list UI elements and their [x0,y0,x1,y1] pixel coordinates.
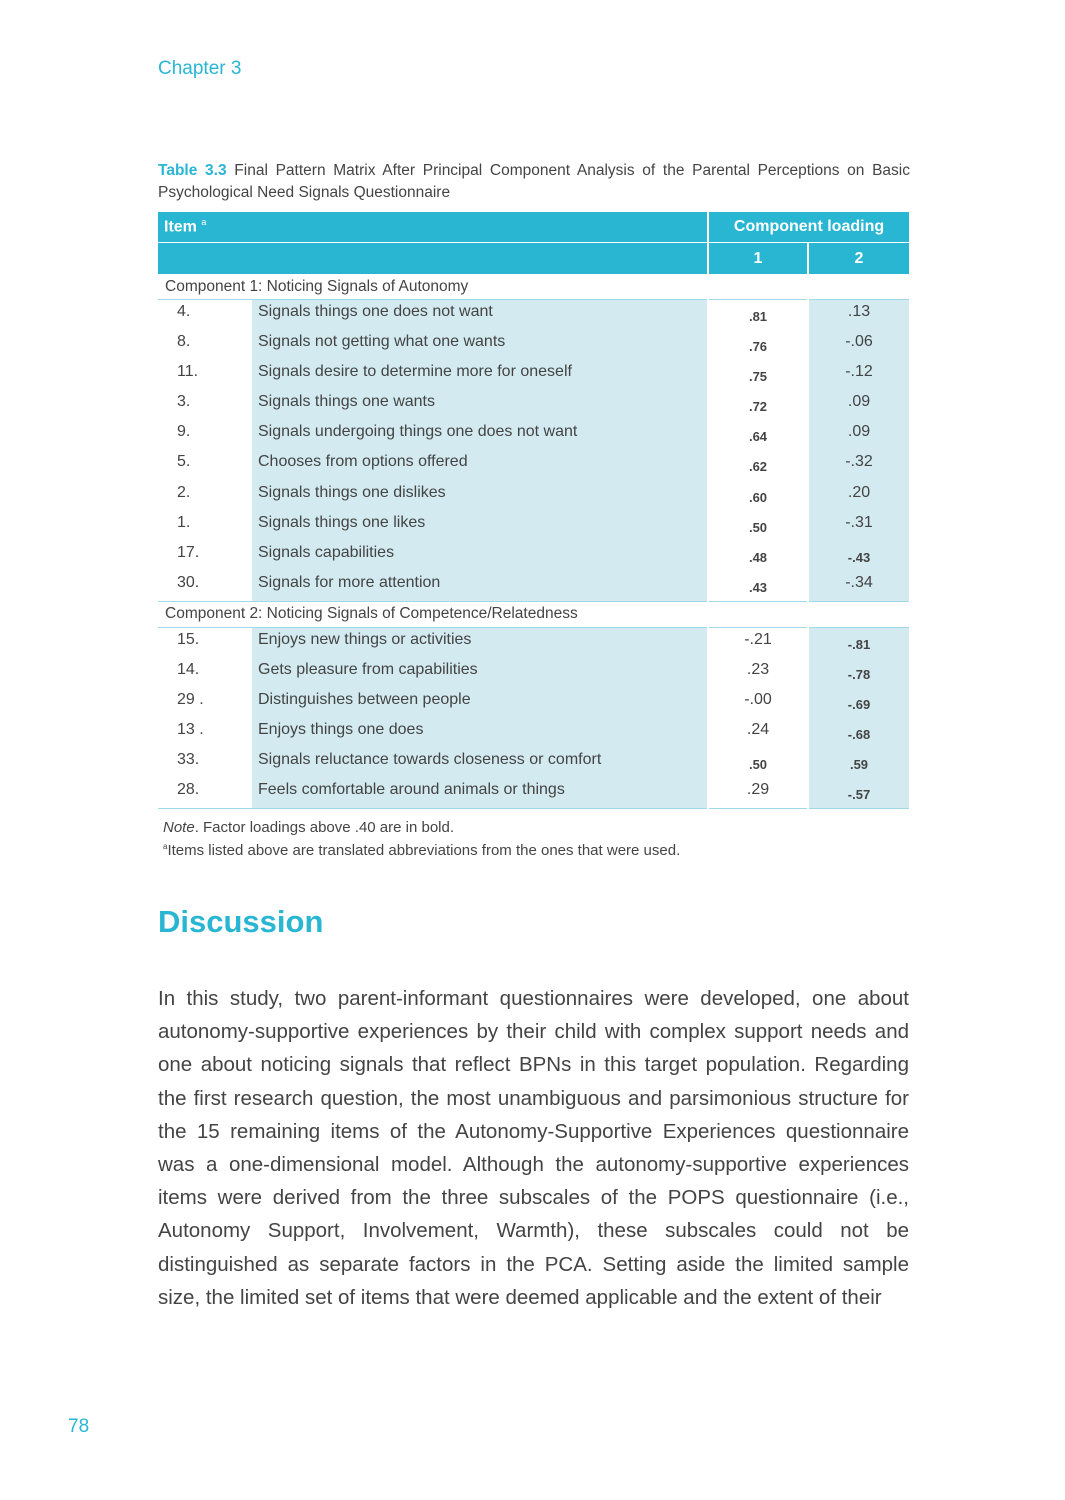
loading-component-2: -.78 [808,658,909,688]
loading-component-1: .50 [708,511,808,541]
item-number: 4. [158,300,252,330]
table-row [158,360,909,390]
table-row [158,481,909,511]
table-row [158,450,909,480]
item-number: 1. [158,511,252,541]
loading-component-1: .76 [708,330,808,360]
item-number: 2. [158,481,252,511]
item-number: 30. [158,571,252,601]
loading-component-1: .23 [708,658,808,688]
table-row [158,330,909,360]
loading-component-2: .09 [808,420,909,450]
section-title: Component 1: Noticing Signals of Autonomy [158,274,909,300]
table-row [158,627,909,657]
section-row [158,601,909,627]
loading-component-2: -.57 [808,778,909,808]
table-caption-text: Final Pattern Matrix After Principal Component Analysis of the Parental Perceptions on Basic Psychological Need Signals Questionnaire [158,162,910,201]
loading-component-1: -.21 [708,627,808,657]
section-row [158,274,909,300]
loading-component-2: -.06 [808,330,909,360]
item-label: Enjoys things one does [252,718,708,748]
item-number: 14. [158,658,252,688]
loading-component-2: -.34 [808,571,909,601]
item-label: Signals reluctance towards closeness or comfort [252,748,708,778]
item-label: Signals things one wants [252,390,708,420]
loading-component-2: -.69 [808,688,909,718]
item-label: Distinguishes between people [252,688,708,718]
item-number: 5. [158,450,252,480]
discussion-paragraph: In this study, two parent-informant questionnaires were developed, one about autonomy-supportive experiences by their child with complex support needs and one about noticing signals that reflect BPNs in this target population. Regarding the first research question, the most unambiguous and parsimonious structure for the 15 remaining items of the Autonomy-Supportive Experiences questionnaire was a one-dimensional model. Although the autonomy-supportive experiences items were derived from the three subscales of the POPS questionnaire (i.e., Autonomy Support, Involvement, Warmth), these subscales could not be distinguished as separate factors in the PCA. Setting aside the limited sample size, the limited set of items that were deemed applicable and the extent of their [158,987,909,1309]
table-row [158,511,909,541]
table-row [158,420,909,450]
item-column-header: Item $^a$ [158,212,708,243]
item-label: Signals capabilities [252,541,708,571]
item-number: 3. [158,390,252,420]
table-note: Note. Factor loadings above .40 are in bold. $^a$Items listed above are translated abbreviations from the ones that were used. [163,819,681,859]
table-row [158,658,909,688]
component-1-header: 1 [708,243,808,275]
table-row [158,748,909,778]
item-label: Signals not getting what one wants [252,330,708,360]
loading-component-1: .62 [708,450,808,480]
page-number: 78 [68,1416,90,1437]
loading-component-1: .81 [708,300,808,330]
item-number: 29 . [158,688,252,718]
item-number: 8. [158,330,252,360]
loading-component-2: -.43 [808,541,909,571]
loading-component-1: .29 [708,778,808,808]
loading-component-1: .72 [708,390,808,420]
item-label: Signals things one likes [252,511,708,541]
item-number: 15. [158,627,252,657]
component-2-header: 2 [808,243,909,275]
table-row [158,778,909,808]
table-row [158,718,909,748]
loading-component-2: -.68 [808,718,909,748]
loading-component-2: -.32 [808,450,909,480]
loading-component-1: .50 [708,748,808,778]
loading-component-1: -.00 [708,688,808,718]
item-label: Feels comfortable around animals or things [252,778,708,808]
component-loading-header: Component loading [708,212,909,243]
chapter-header: Chapter 3 [158,58,242,79]
table-row [158,390,909,420]
loading-component-1: .24 [708,718,808,748]
item-number: 33. [158,748,252,778]
item-label: Signals things one dislikes [252,481,708,511]
table-row [158,541,909,571]
loading-component-1: .48 [708,541,808,571]
item-number: 13 . [158,718,252,748]
item-label: Signals things one does not want [252,300,708,330]
loading-component-1: .43 [708,571,808,601]
loading-component-2: .09 [808,390,909,420]
item-label: Signals desire to determine more for oneself [252,360,708,390]
loading-component-2: .13 [808,300,909,330]
item-label: Chooses from options offered [252,450,708,480]
item-label: Signals for more attention [252,571,708,601]
table-row [158,571,909,601]
loading-component-2: .59 [808,748,909,778]
loading-component-1: .64 [708,420,808,450]
loading-component-1: .75 [708,360,808,390]
item-number: 9. [158,420,252,450]
item-number: 28. [158,778,252,808]
discussion-heading: Discussion [158,904,324,939]
item-number: 17. [158,541,252,571]
loading-component-2: -.12 [808,360,909,390]
item-label: Gets pleasure from capabilities [252,658,708,688]
loading-component-2: .20 [808,481,909,511]
table-caption [158,160,910,204]
table-label: Table 3.3 [158,162,227,179]
table-row [158,300,909,330]
item-number: 11. [158,360,252,390]
pattern-matrix-table [158,212,909,809]
loading-component-2: -.31 [808,511,909,541]
table-row [158,688,909,718]
section-title: Component 2: Noticing Signals of Competence/Relatedness [158,601,909,627]
item-label: Enjoys new things or activities [252,627,708,657]
item-label: Signals undergoing things one does not want [252,420,708,450]
loading-component-1: .60 [708,481,808,511]
loading-component-2: -.81 [808,627,909,657]
